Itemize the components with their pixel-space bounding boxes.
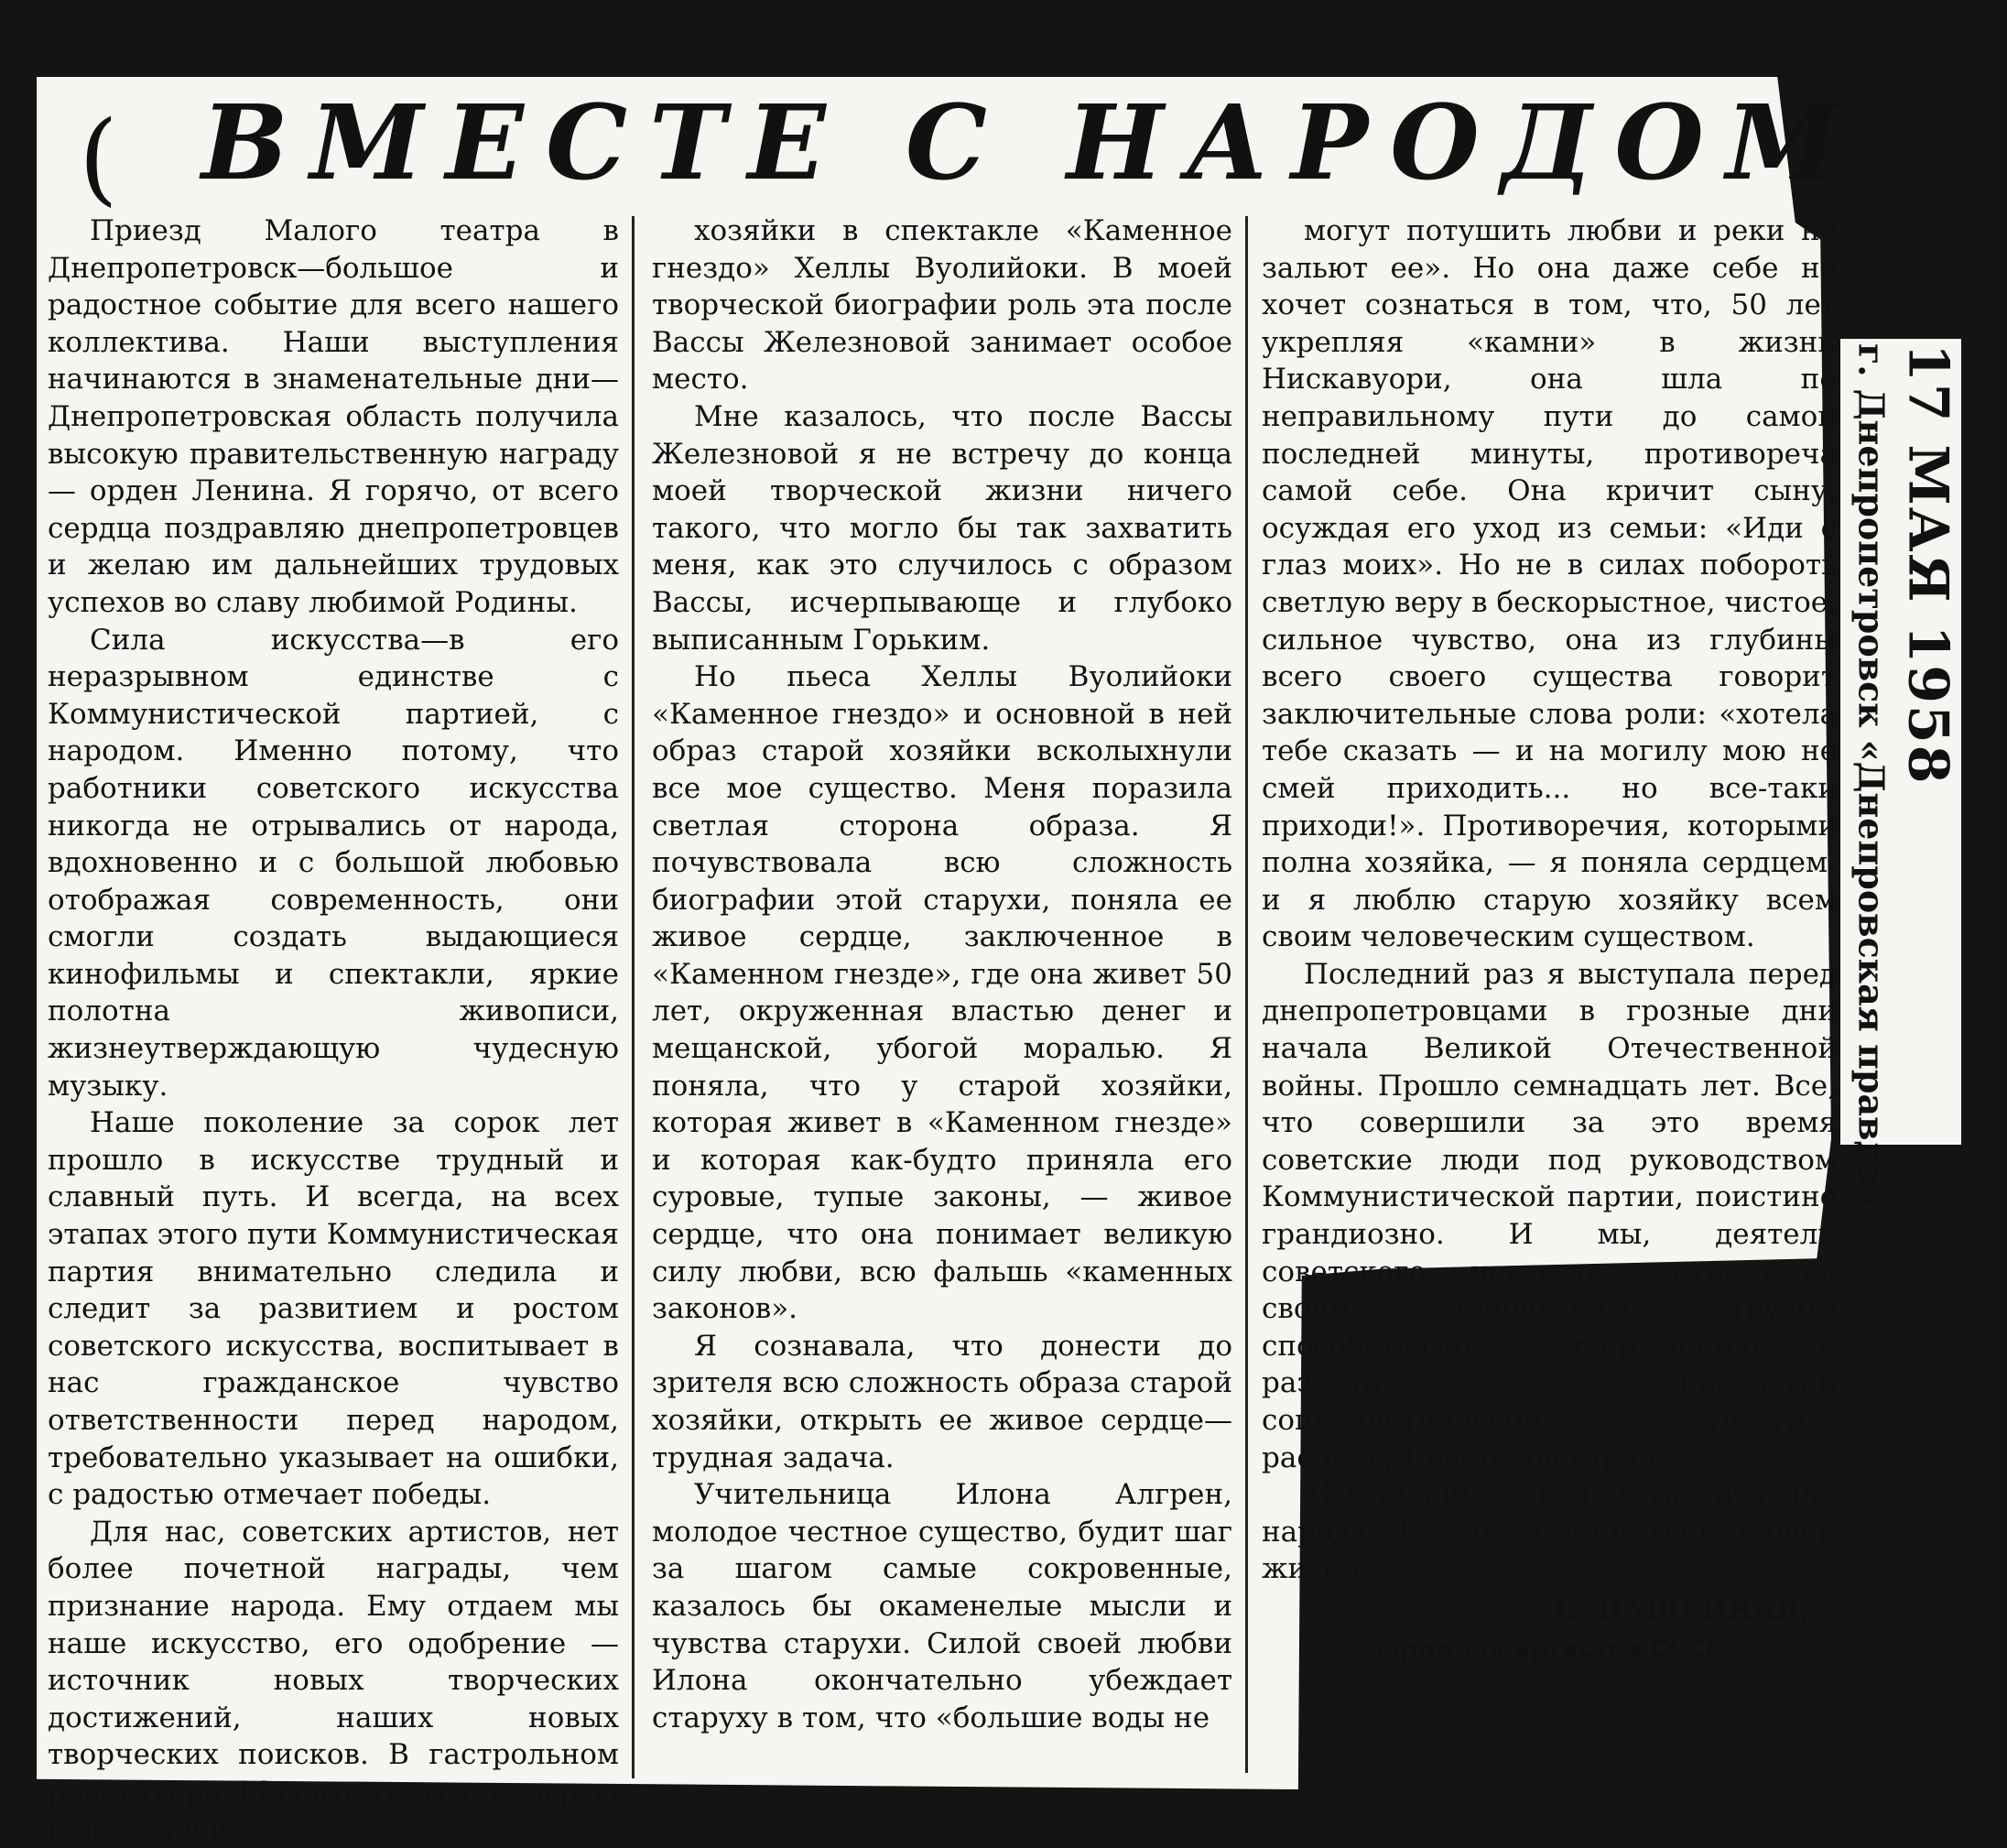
article-title: ВМЕСТЕ С НАРОДОМ: [201, 83, 1861, 203]
stamp-date: 17 МАЯ 1958: [1895, 343, 1960, 786]
pencil-mark-icon: (: [79, 99, 118, 216]
paragraph: Мне казалось, что после Вассы Железновой я не встречу до конца моей творческой жизни ничего такого, что могло бы так захватить меня, как это случилось с образом Вассы, исчерпывающе и глубоко выписанным Горьким.: [652, 399, 1232, 657]
author-title: народная артистка СССР.: [1366, 1634, 1732, 1663]
paragraph: Последний раз я выступала перед днепропетровцами в грозные дни начала Великой Отечественной войны. Прошло семнадцать лет. Все, что совершили за это время советские люди под руководством Коммунистической партии, поистине грандиозно. И мы, деятели советского искусства, стремимся своим творческим трудом способствовать утверждению и развитию передовой социалистической культуры, расцвету Советской страны.: [1262, 957, 1837, 1474]
date-stamp: [1850, 343, 1962, 1208]
paragraph: Мы творим и будем творить для народа. В этом смысл всей нашей жизни.: [1262, 1478, 1837, 1586]
paragraph: Учительница Илона Алгрен, молодое честное существо, будит шаг за шагом самые сокровенные, казалось бы окаменелые мысли и чувства старухи. Силой своей любви Илона окончательно убеждает старуху в том, что «большие воды не: [652, 1478, 1232, 1734]
paragraph: Но пьеса Хеллы Вуолийоки «Каменное гнездо» и основной в ней образ старой хозяйки всколыхнули все мое существо. Меня поразила светлая сторона образа. Я почувствовала всю сложность биографии этой старухи, поняла ее живое сердце, заключенное в «Каменном гнезде», где она живет 50 лет, окруженная властью денег и мещанской, убогой моралью. Я поняла, что у старой хозяйки, которая живет в «Каменном гнезде» и которая как-будто приняла его суровые, тупые законы, — живое сердце, что она понимает великую силу любви, всю фальшь «каменных законов».: [652, 660, 1232, 1326]
paragraph: Я сознавала, что донести до зрителя всю сложность образа старой хозяйки, открыть ее живое сердце— трудная задача.: [652, 1329, 1232, 1474]
stamp-source: г. Днепропетровск «Днепровская правда»: [1850, 343, 1893, 1209]
article-column-2: [652, 212, 1232, 1736]
author-signature: В. ПАШЕННАЯ,: [1555, 1594, 1809, 1627]
paragraph: Сила искусства—в его неразрывном единстве с Коммунистической партией, с народом. Именно потому, что работники советского искусства никогда не отрывались от народа, вдохновенно и с большой любовью отображая современность, они смогли создать выдающиеся кинофильмы и спектакли, яркие полотна живописи, жизнеутверждающую чудесную музыку.: [48, 623, 619, 1103]
article-column-3: [1262, 212, 1837, 1668]
column-divider: [632, 216, 635, 1778]
paragraph: Наше поколение за сорок лет прошло в искусстве трудный и славный путь. И всегда, на всех этапах этого пути Коммунистическая партия внимательно следила и следит за развитием и ростом советского искусства, воспитывает в нас гражданское чувство ответственности перед народом, требовательно указывает на ошибки, с радостью отмечает победы.: [48, 1106, 619, 1512]
paragraph: Приезд Малого театра в Днепропетровск—большое и радостное событие для всего нашего коллектива. Наши выступления начинаются в знаменательные дни—Днепропетровская область получила высокую правительственную награду — орден Ленина. Я горячо, от всего сердца поздравляю днепропетровцев и желаю им дальнейших трудовых успехов во славу любимой Родины.: [48, 214, 619, 619]
article-column-1: [48, 212, 619, 1848]
paragraph: могут потушить любви и реки не зальют ее». Но она даже себе не хочет сознаться в том, что, 50 лет укрепляя «камни» в жизни Нискавуори, она шла по неправильному пути до самой последней минуты, противореча самой себе. Она кричит сыну, осуждая его уход из семьи: «Иди с глаз моих». Но не в силах побороть светлую веру в бескорыстное, чистое, сильное чувство, она из глубины всего своего существа говорит заключительные слова роли: «хотела тебе сказать — и на могилу мою не смей приходить... но все-таки приходи!». Противоречия, которыми полна хозяйка, — я поняла сердцем, и я люблю старую хозяйку всем своим человеческим существом.: [1262, 214, 1837, 954]
paragraph: хозяйки в спектакле «Каменное гнездо» Хеллы Вуолийоки. В моей творческой биографии роль эта после Вассы Железновой занимает особое место.: [652, 214, 1232, 397]
paragraph: Для нас, советских артистов, нет более почетной награды, чем признание народа. Ему отдаем мы наше искусство, его одобрение — источник новых творческих достижений, наших новых творческих поисков. В гастрольном репертуаре Малого театра я играю роль старой: [48, 1515, 619, 1846]
column-divider: [1245, 216, 1248, 1773]
